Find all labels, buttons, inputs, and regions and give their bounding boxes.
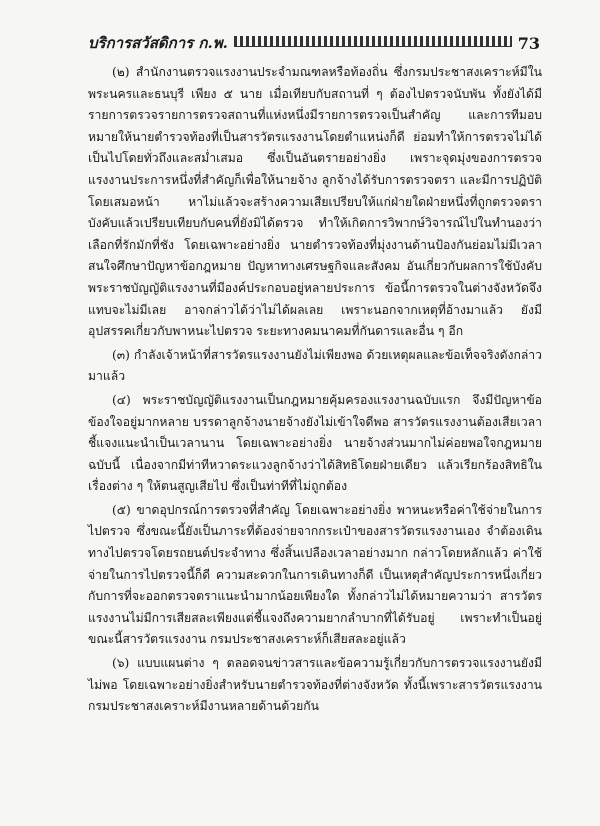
- running-title: บริการสวัสดิการ ก.พ.: [88, 34, 228, 52]
- paragraph-2: (๒) สำนักงานตรวจแรงงานประจำมณฑลหรือท้องถิ่น ซึ่งกรมประชาสงเคราะห์มีในพระนครและธนบุรี เพียง ๕ นาย เมื่อเทียบกับสถานที่ ๆ ต้องไปตรวจนับพัน ทั้งยังได้มีรายการตรวจรายการตรวจสถานที่แห่งหนึ่งมีรายการตรวจเป็นสำคัญ และการทีมอบหมายให้นายตำรวจท้องที่เป็นสารวัตรแรงงานโดยตำแหน่งก็ดี ย่อมทำให้การตรวจไม่ได้เป็นไปโดยทั่วถึงและสม่ำเสมอ ซึ่งเป็นอันตรายอย่างยิ่ง เพราะจุดมุ่งของการตรวจแรงงานประการหนึ่งที่สำคัญก็เพื่อให้นายจ้าง ลูกจ้างได้รับการตรวจตรา และมีการปฏิบัติโดยเสมอหน้า หาไม่แล้วจะสร้างความเสียเปรียบให้แก่ฝ่ายใดฝ่ายหนึ่งที่ถูกตรวจตราบังคับแล้วเปรียบเทียบกับคนที่ยังมิได้ตรวจ ทำให้เกิดการวิพากษ์วิจารณ์ไปในทำนองว่าเลือกที่รักมักที่ชัง โดยเฉพาะอย่างยิ่ง นายตำรวจท้องที่มุ่งงานด้านป้องกันย่อมไม่มีเวลาสนใจศึกษาปัญหาข้อกฎหมาย ปัญหาทางเศรษฐกิจและสังคม อันเกี่ยวกับผลการใช้บังคับพระราชบัญญัติแรงงานที่มีองค์ประกอบอยู่หลายประการ ข้อนี้การตรวจในต่างจังหวัดจึงแทบจะไม่มีเลย อาจกล่าวได้ว่าไม่ได้ผลเลย เพราะนอกจากเหตุที่อ้างมาแล้ว ยังมีอุปสรรคเกี่ยวกับพาหนะไปตรวจ ระยะทางคมนาคมที่กันดารและอื่น ๆ อีก: [88, 65, 542, 339]
- paragraph-3: (๓) กำลังเจ้าหน้าที่สารวัตรแรงงานยังไม่เพียงพอ ด้วยเหตุผลและข้อเท็จจริงดังกล่าวมาแล้ว: [88, 347, 542, 384]
- page-number: 73: [517, 33, 540, 53]
- page-header: [88, 32, 540, 54]
- header-rule: [234, 36, 512, 47]
- paragraph-6: (๖) แบบแผนต่าง ๆ ตลอดจนข่าวสารและข้อความรู้เกี่ยวกับการตรวจแรงงานยังมีไม่พอ โดยเฉพาะอย่างยิ่งสำหรับนายตำรวจท้องที่ต่างจังหวัด ทั้งนี้เพราะสารวัตรแรงงานกรมประชาสงเคราะห์มีงานหลายด้านด้วยกัน: [88, 656, 542, 714]
- paragraph-4: (๔) พระราชบัญญัติแรงงานเป็นกฎหมายคุ้มครองแรงงานฉบับแรก จึงมีปัญหาข้อข้องใจอยู่มากหลาย บรรดาลูกจ้างนายจ้างยังไม่เข้าใจดีพอ สารวัตรแรงงานต้องเสียเวลาชี้แจงแนะนำเป็นเวลานาน โดยเฉพาะอย่างยิ่ง นายจ้างส่วนมากไม่ค่อยพอใจกฎหมายฉบับนี้ เนื่องจากมีท่าทีหวาดระแวงลูกจ้างว่าได้สิทธิโดยฝ่ายเดียว แล้วเรียกร้องสิทธิในเรื่องต่าง ๆ ให้ตนสูญเสียไป ซึ่งเป็นท่าทีที่ไม่ถูกต้อง: [88, 392, 542, 494]
- paragraph-5: (๕) ขาดอุปกรณ์การตรวจที่สำคัญ โดยเฉพาะอย่างยิ่ง พาหนะหรือค่าใช้จ่ายในการไปตรวจ ซึ่งขณะนี้ยังเป็นภาระที่ต้องจ่ายจากกระเป๋าของสารวัตรแรงงานเอง จำต้องเดินทางไปตรวจโดยรถยนต์ประจำทาง ซึ่งสิ้นเปลืองเวลาอย่างมาก กล่าวโดยหลักแล้ว ค่าใช้จ่ายในการไปตรวจนี้ก็ดี ความสะดวกในการเดินทางก็ดี เป็นเหตุสำคัญประการหนึ่งเกี่ยวกับการที่จะออกตรวจตราแนะนำมากน้อยเพียงใด ทั้งกล่าวไม่ได้หมายความว่า สารวัตรแรงงานไม่มีการเสียสละเพียงแต่ชี้แจงถึงความยากลำบากที่ได้รับอยู่ เพราะทำเป็นอยู่ขณะนี้สารวัตรแรงงาน กรมประชาสงเคราะห์ก็เสียสละอยู่แล้ว: [88, 502, 542, 647]
- body-text: [88, 62, 542, 718]
